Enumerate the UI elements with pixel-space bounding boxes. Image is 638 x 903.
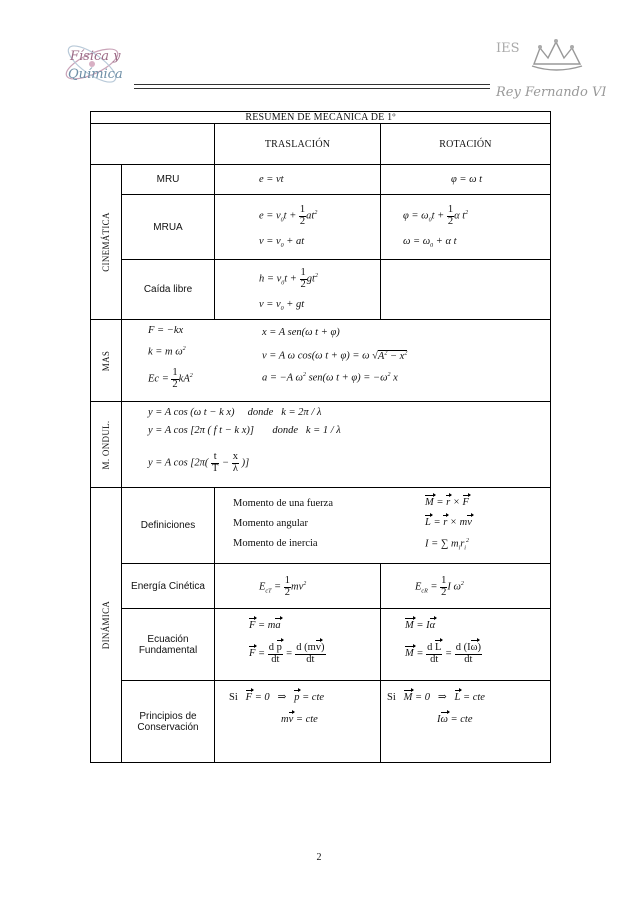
row-label-ecuacion-fundamental: [122, 609, 215, 681]
principios-traslacion: Si F = 0 ⇒ p = cte mv = cte: [215, 681, 381, 763]
mru-traslacion: e = vt: [215, 165, 381, 195]
donde-2: donde: [272, 425, 298, 436]
mas-equations: F = −kx k = m $\omega^2$ Ec = $\frac{1}{2}$ $kA^2$ x = A sen(ω t + φ) v = A ω cos(ω t + φ) = ω $√A^2 - x^2$ a = −A $\omega^2$ sen(ω $t + \varphi) = -\omega^2$ x: [122, 320, 551, 402]
ecuacion-label-1: Ecuación: [147, 633, 189, 645]
ies-text: IES: [496, 41, 520, 56]
header-rule-thin: [134, 88, 490, 89]
energia-traslacion: $E_{cT}$ = $\frac{1}{2}$ $mv^2$: [215, 564, 381, 609]
mrua-rotacion: $\varphi = \omega_0t$ + $\frac{1}{2}$ α $t^2$ $\omega = \omega_0 + \alpha$ t: [381, 195, 551, 260]
si-1: Si: [229, 692, 238, 703]
ecuacion-traslacion: F = ma F = $\frac{\text{d p}}{dt}$ = $\frac{d (mv)}{dt}$: [215, 609, 381, 681]
school-name-text: Rey Fernando VI: [496, 85, 606, 100]
section-cinematica-label: CINEMÁTICA: [101, 212, 111, 272]
row-label-mrua: MRUA: [122, 195, 215, 260]
ecuacion-label-2: Fundamental: [138, 644, 198, 656]
ies-logo: [494, 30, 606, 110]
section-ondul: [91, 402, 122, 488]
header-blank: [91, 124, 215, 165]
principios-rotacion: Si M = 0 ⇒ L = cte Iω = cte: [381, 681, 551, 763]
ondul-equations: y = A cos (ω t − k x) donde k = 2π / λ y = A cos [2π ( f t − k x)] donde k = 1 / λ y = A cos [2π( $\frac{t}{T}$ − $\frac{x}{\lambda}$ )]: [122, 402, 551, 488]
definiciones-equations: Momento de una fuerza Momento angular Momento de inercia M = r × F L = r × mv I = ∑ $m_ir_i^2$: [215, 488, 551, 564]
ecuacion-rotacion: M = Iα M = $\frac{\text{d L}}{dt}$ = $\frac{d (I\omega)}{dt}$: [381, 609, 551, 681]
section-dinamica: [91, 488, 122, 763]
si-2: Si: [387, 692, 396, 703]
section-mas: [91, 320, 122, 402]
section-dinamica-label: DINÁMICA: [101, 600, 111, 650]
logo-text-quimica: Química: [68, 67, 123, 82]
principios-label-1: Principios de: [139, 710, 197, 722]
section-cinematica: [91, 165, 122, 320]
row-label-energia-cinetica: Energía Cinética: [122, 564, 215, 609]
mrua-traslacion: $e = v_0t$ + $\frac{1}{2}$ $at^2$ $v = v_0$ + at: [215, 195, 381, 260]
momento-fuerza-label: Momento de una fuerza: [233, 498, 334, 509]
momento-angular-label: Momento angular: [233, 518, 308, 529]
energia-rotacion: $E_{cR}$ = $\frac{1}{2}$ I $\omega^2$: [381, 564, 551, 609]
atom-logo-icon: [62, 34, 132, 98]
table-title: RESUMEN DE MECÁNICA DE 1º: [91, 112, 551, 124]
principios-label-2: Conservación: [137, 721, 199, 733]
row-label-definiciones: Definiciones: [122, 488, 215, 564]
fisica-quimica-logo: [62, 34, 132, 98]
summary-table: [90, 111, 551, 763]
crown-logo-icon: [494, 30, 606, 110]
row-label-principios: [122, 681, 215, 763]
col-header-rotacion: ROTACIÓN: [381, 124, 551, 165]
row-label-mru: MRU: [122, 165, 215, 195]
logo-text-fisica: Física y: [70, 49, 121, 64]
header-rule: [134, 84, 490, 85]
section-ondul-label: M. ONDUL.: [101, 420, 111, 469]
section-mas-label: MAS: [101, 350, 111, 371]
row-label-caida-libre: Caída libre: [122, 260, 215, 320]
col-header-traslacion: TRASLACIÓN: [215, 124, 381, 165]
page-number: 2: [316, 852, 322, 863]
momento-inercia-label: Momento de inercia: [233, 538, 318, 549]
mru-rotacion: φ = ω t: [381, 165, 551, 195]
donde-1: donde: [247, 407, 274, 418]
caida-rotacion: [381, 260, 551, 320]
caida-traslacion: $h = v_0t$ + $\frac{1}{2}$ $gt^2$ $v = v_0$ + gt: [215, 260, 381, 320]
